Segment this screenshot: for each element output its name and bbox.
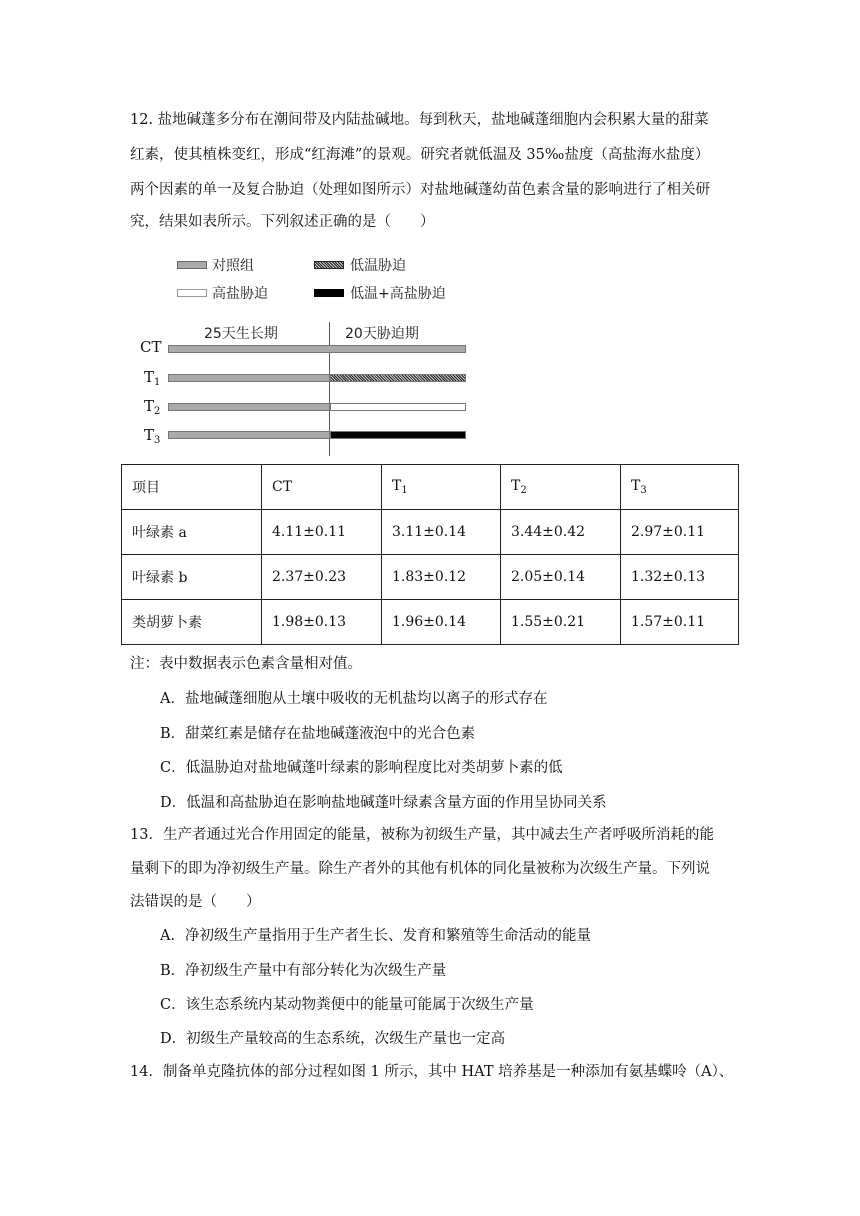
lane-label-t3: $T_3$ bbox=[144, 426, 161, 446]
table-cell: 1.55±0.21 bbox=[501, 600, 621, 645]
table-row bbox=[122, 510, 739, 555]
table-header-cell: $T_1$ bbox=[382, 465, 501, 510]
q14-line-1: 14．制备单克隆抗体的部分过程如图 1 所示，其中 HAT 培养基是一种添加有氨基蝶呤（A）、 bbox=[130, 1064, 734, 1080]
lane-label-ct: CT bbox=[140, 338, 162, 356]
table-cell: 4.11±0.11 bbox=[262, 510, 382, 555]
table-row bbox=[122, 555, 739, 600]
q12-option-d: D．低温和高盐胁迫在影响盐地碱蓬叶绿素含量方面的作用呈协同关系 bbox=[160, 795, 607, 811]
table-header-row bbox=[122, 465, 739, 510]
table-header-cell: $T_3$ bbox=[621, 465, 739, 510]
table-cell: 1.96±0.14 bbox=[382, 600, 501, 645]
q12-option-b: B．甜菜红素是储存在盐地碱蓬液泡中的光合色素 bbox=[160, 726, 476, 742]
q13-line-2: 量剩下的即为净初级生产量。除生产者外的其他有机体的同化量被称为次级生产量。下列说 bbox=[130, 861, 710, 877]
lane-bar-t1-stress bbox=[330, 374, 466, 382]
table-cell: 2.97±0.11 bbox=[621, 510, 739, 555]
lane-bar-t3-growth bbox=[168, 431, 330, 439]
legend-combined: 低温+高盐胁迫 bbox=[350, 286, 446, 302]
q12-line-2: 红素，使其植株变红，形成“红海滩”的景观。研究者就低温及 35‰盐度（高盐海水盐度） bbox=[130, 147, 710, 163]
table-note: 注：表中数据表示色素含量相对值。 bbox=[130, 656, 362, 672]
table-header-cell: CT bbox=[262, 465, 382, 510]
legend-swatch-combined bbox=[314, 289, 344, 297]
legend-cold: 低温胁迫 bbox=[350, 258, 406, 274]
lane-label-t1: $T_1$ bbox=[144, 368, 161, 388]
q13-option-d: D．初级生产量较高的生态系统，次级生产量也一定高 bbox=[160, 1031, 506, 1047]
legend-swatch-control bbox=[177, 261, 207, 269]
table-cell: 2.05±0.14 bbox=[501, 555, 621, 600]
table-cell: 叶绿素 b bbox=[122, 555, 262, 600]
q13-option-a: A．净初级生产量指用于生产者生长、发育和繁殖等生命活动的能量 bbox=[160, 928, 591, 944]
legend-swatch-salt bbox=[177, 289, 207, 297]
table-cell: 1.83±0.12 bbox=[382, 555, 501, 600]
q12-line-3: 两个因素的单一及复合胁迫（处理如图所示）对盐地碱蓬幼苗色素含量的影响进行了相关研 bbox=[130, 182, 710, 198]
lane-bar-t3-stress bbox=[330, 431, 466, 439]
table-cell: 类胡萝卜素 bbox=[122, 600, 262, 645]
lane-bar-t1-growth bbox=[168, 374, 330, 382]
table-cell: 叶绿素 a bbox=[122, 510, 262, 555]
phase-growth-label: 25天生长期 bbox=[204, 326, 278, 342]
pigment-table bbox=[121, 464, 739, 645]
legend-salt: 高盐胁迫 bbox=[212, 286, 268, 302]
phase-stress-label: 20天胁迫期 bbox=[345, 326, 419, 342]
table-cell: 1.32±0.13 bbox=[621, 555, 739, 600]
q13-line-1: 13．生产者通过光合作用固定的能量，被称为初级生产量，其中减去生产者呼吸所消耗的能 bbox=[130, 827, 714, 843]
table-cell: 2.37±0.23 bbox=[262, 555, 382, 600]
q13-line-3: 法错误的是（ ） bbox=[130, 894, 261, 910]
lane-bar-t2-stress bbox=[330, 403, 466, 411]
table-cell: 1.57±0.11 bbox=[621, 600, 739, 645]
legend-swatch-cold bbox=[314, 261, 344, 269]
lane-bar-t2-growth bbox=[168, 403, 330, 411]
table-header-cell: 项目 bbox=[122, 465, 262, 510]
table-cell: 1.98±0.13 bbox=[262, 600, 382, 645]
table-header-cell: $T_2$ bbox=[501, 465, 621, 510]
table-row bbox=[122, 600, 739, 645]
table-cell: 3.11±0.14 bbox=[382, 510, 501, 555]
lane-bar-ct bbox=[168, 345, 466, 353]
q12-line-1: 12. 盐地碱蓬多分布在潮间带及内陆盐碱地。每到秋天，盐地碱蓬细胞内会积累大量的甜菜 bbox=[130, 112, 709, 128]
q12-option-c: C．低温胁迫对盐地碱蓬叶绿素的影响程度比对类胡萝卜素的低 bbox=[160, 760, 563, 776]
legend-control: 对照组 bbox=[212, 258, 254, 274]
q13-option-c: C．该生态系统内某动物粪便中的能量可能属于次级生产量 bbox=[160, 997, 534, 1013]
lane-label-t2: $T_2$ bbox=[144, 397, 161, 417]
table-cell: 3.44±0.42 bbox=[501, 510, 621, 555]
q13-option-b: B．净初级生产量中有部分转化为次级生产量 bbox=[160, 963, 447, 979]
q12-line-4: 究，结果如表所示。下列叙述正确的是（ ） bbox=[130, 214, 435, 230]
q12-option-a: A．盐地碱蓬细胞从土壤中吸收的无机盐均以离子的形式存在 bbox=[160, 691, 548, 707]
